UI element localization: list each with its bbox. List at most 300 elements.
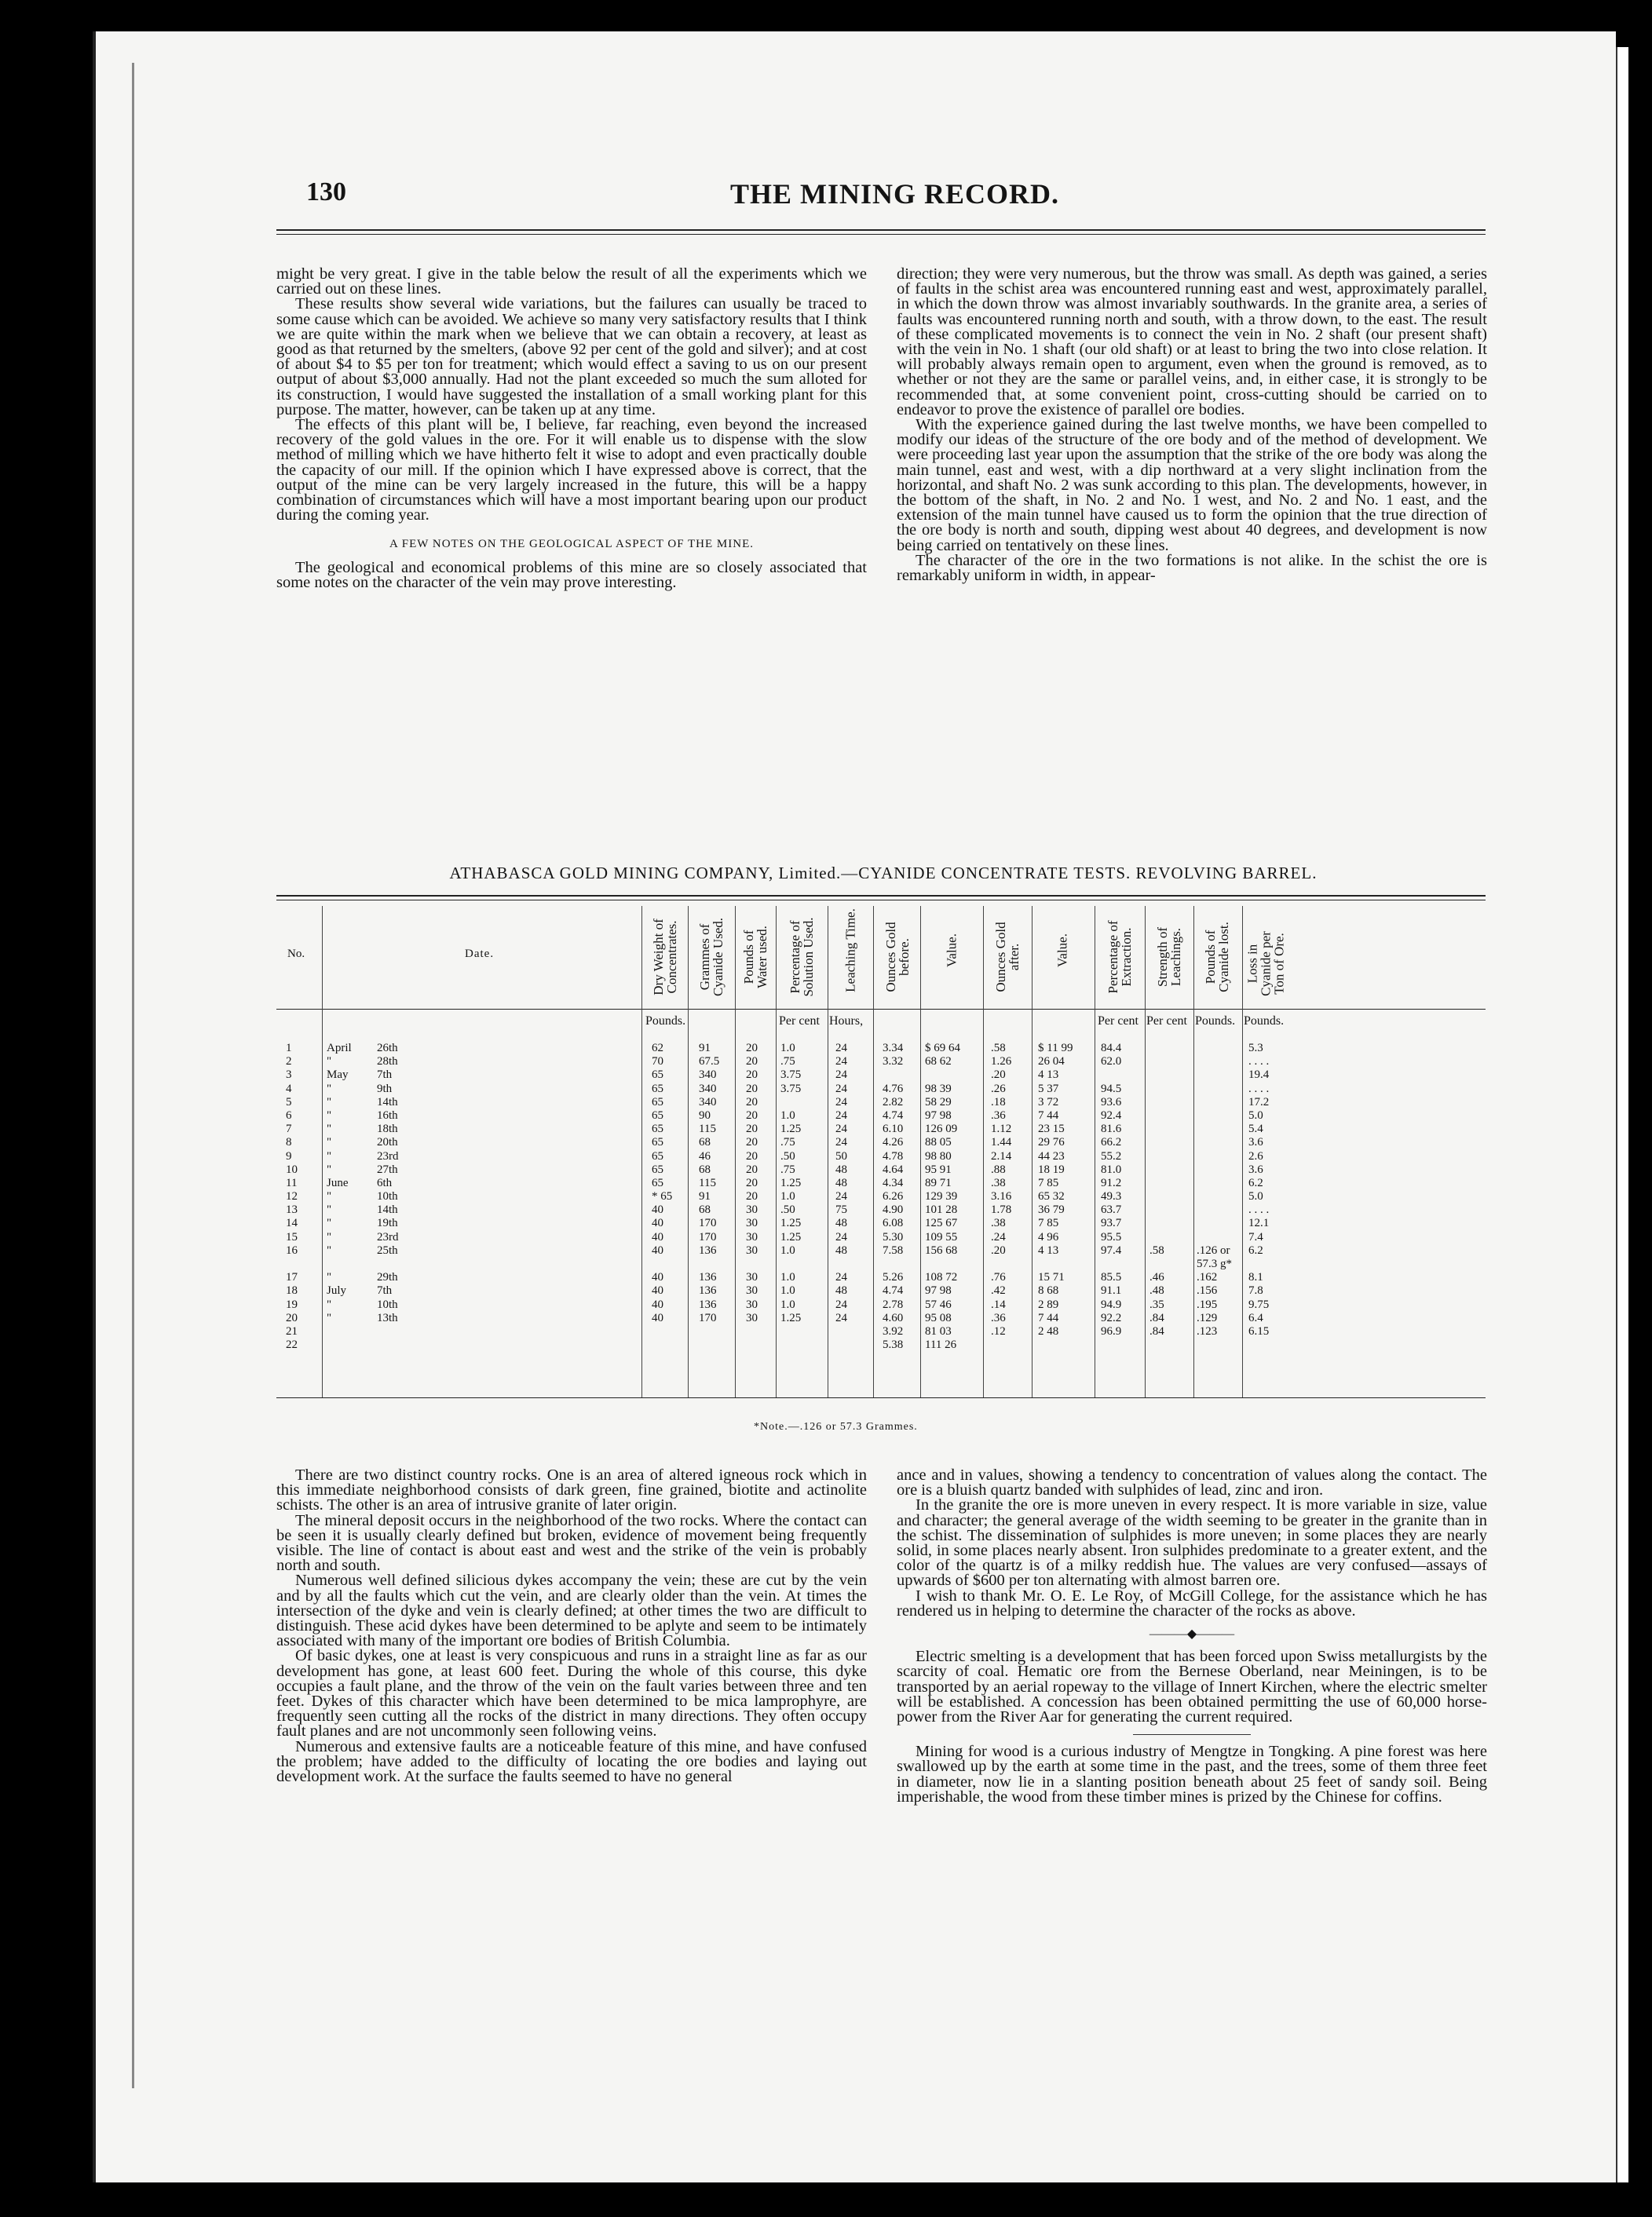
cell-ounces-before: 6.08	[883, 1217, 904, 1230]
cell-loss-per-ton: . . . .	[1248, 1082, 1270, 1095]
table-row	[276, 1244, 1486, 1258]
cell-value-after: 15 71	[1038, 1271, 1065, 1284]
cell-pct-solution: 1.0	[780, 1108, 795, 1122]
cell-grammes-cyanide: 136	[699, 1244, 717, 1257]
cell-loss-per-ton: 5.0	[1248, 1108, 1263, 1122]
header-extraction: Percentage of Extraction.	[1106, 920, 1134, 994]
cell-ounces-before: 7.58	[883, 1244, 904, 1257]
cell-value-before: $ 69 64	[925, 1042, 960, 1054]
paragraph: The effects of this plant will be, I believe, far reaching, even beyond the increased recovery of the gold values in the ore. For it will enable us to dispense with the slow method of milling which we have hitherto felt it wise to adopt and even practically double the capacity of our mill. If the opinion which I have expressed above is correct, that the output of the mine can be very largely increased in the future, this will be a happy combination of circumstances which will have a most important bearing upon our product during the coming year.	[276, 416, 867, 524]
cell-pct-extraction: 93.6	[1101, 1095, 1122, 1108]
cell-value-before: 111 26	[925, 1339, 957, 1352]
cell-grammes-cyanide: 90	[699, 1108, 711, 1122]
unit-label: Pounds.	[1195, 1014, 1236, 1028]
cell-loss-per-ton: 2.6	[1248, 1149, 1263, 1163]
cell-row-day: 19th	[377, 1217, 398, 1230]
cell-grammes-cyanide: 170	[699, 1230, 717, 1244]
cell-leaching-time: 24	[835, 1123, 847, 1136]
cell-dry-weight: 62	[652, 1042, 663, 1054]
cell-row-no: 14	[286, 1217, 298, 1230]
cell-loss-per-ton: . . . .	[1248, 1055, 1270, 1068]
cell-ounces-after: .88	[991, 1163, 1006, 1176]
cell-value-after: 2 48	[1038, 1324, 1059, 1338]
header-strength: Strength of Leachings.	[1155, 926, 1183, 988]
cell-row-month: "	[327, 1082, 332, 1095]
cell-value-before: 81 03	[925, 1324, 952, 1338]
cell-grammes-cyanide: 68	[699, 1163, 711, 1176]
paragraph: The geological and economical problems of this mine are so closely associated that some notes on the character of the vein may prove interesting.	[276, 558, 867, 591]
table-row	[276, 1042, 1486, 1055]
cell-row-no: 2	[286, 1055, 292, 1068]
cell-pct-extraction: 91.1	[1101, 1284, 1122, 1298]
cell-pct-extraction: 84.4	[1101, 1042, 1122, 1054]
cell-row-no: 21	[286, 1324, 298, 1338]
cell-grammes-cyanide: 340	[699, 1068, 717, 1082]
cell-ounces-after: 1.44	[991, 1136, 1012, 1149]
cell-ounces-after: .58	[991, 1042, 1006, 1054]
cell-ounces-after: .38	[991, 1217, 1006, 1230]
cell-row-day: 18th	[377, 1123, 398, 1136]
cell-row-no: 10	[286, 1163, 298, 1176]
cell-leaching-time: 48	[835, 1244, 847, 1257]
page-number: 130	[306, 177, 346, 206]
paragraph: The mineral deposit occurs in the neighborhood of the two rocks. Where the contact can be seen it is usually clearly defined but broken, evidence of movement being frequently visible. The line of contact is about east and west and the strike of the vein is probably north and south.	[276, 1511, 867, 1575]
cell-grammes-cyanide: 136	[699, 1298, 717, 1311]
cell-loss-per-ton: 6.2	[1248, 1244, 1263, 1257]
cell-ounces-before: 4.74	[883, 1108, 904, 1122]
cell-value-before: 88 05	[925, 1136, 952, 1149]
cell-value-before: 109 55	[925, 1230, 958, 1244]
cell-ounces-after: 1.12	[991, 1123, 1012, 1136]
cell-value-after: 5 37	[1038, 1082, 1059, 1095]
cell-row-day: 27th	[377, 1163, 398, 1176]
table-row	[276, 1190, 1486, 1203]
cell-grammes-cyanide: 170	[699, 1311, 717, 1324]
cell-pct-solution: .50	[780, 1203, 795, 1217]
cell-ounces-before: 4.78	[883, 1149, 904, 1163]
cell-row-month: "	[327, 1055, 332, 1068]
cell-value-after: 44 23	[1038, 1149, 1065, 1163]
cell-loss-per-ton: 3.6	[1248, 1163, 1263, 1176]
cell-row-no: 8	[286, 1136, 292, 1149]
cell-leaching-time: 48	[835, 1176, 847, 1189]
cell-pct-extraction: 96.9	[1101, 1324, 1122, 1338]
running-header	[306, 177, 1484, 217]
cell-pct-extraction: 91.2	[1101, 1176, 1122, 1189]
cell-pounds-water: 30	[746, 1203, 758, 1217]
cell-cyanide-lost: 57.3 g*	[1197, 1258, 1232, 1270]
cell-dry-weight: 65	[652, 1123, 663, 1136]
cell-grammes-cyanide: 68	[699, 1136, 711, 1149]
cell-value-before: 108 72	[925, 1271, 958, 1284]
cell-leaching-time: 24	[835, 1311, 847, 1324]
unit-label: Pounds.	[645, 1014, 686, 1028]
cell-cyanide-lost: .156	[1197, 1284, 1218, 1298]
table-row	[276, 1231, 1486, 1244]
cell-pounds-water: 30	[746, 1311, 758, 1324]
cell-ounces-after: 1.26	[991, 1055, 1012, 1068]
cell-ounces-after: 1.78	[991, 1203, 1012, 1217]
table-row	[276, 1312, 1486, 1325]
cell-strength: .84	[1149, 1311, 1164, 1324]
cell-pct-solution: 1.0	[780, 1190, 795, 1203]
cell-strength: .48	[1149, 1284, 1164, 1298]
cell-row-no: 15	[286, 1230, 298, 1244]
data-table	[276, 895, 1486, 1405]
cell-cyanide-lost: .162	[1197, 1271, 1218, 1284]
cell-dry-weight: 65	[652, 1163, 663, 1176]
cell-ounces-before: 6.26	[883, 1190, 904, 1203]
cell-row-no: 4	[286, 1082, 292, 1095]
cell-pct-solution: 1.0	[780, 1271, 795, 1284]
cell-grammes-cyanide: 46	[699, 1149, 711, 1163]
unit-label: Per cent	[1098, 1014, 1138, 1028]
cell-pct-solution: .75	[780, 1055, 795, 1068]
cell-pct-solution: 1.25	[780, 1217, 802, 1230]
paragraph: direction; they were very numerous, but the throw was small. As depth was gained, a series of faults in the schist area was encountered running east and west, approximately parallel, in which the down throw was almost invariably southwards. In the granite area, a series of faults was encountered running north and south, with a throw down, to the east. The result of these complicated movements is to connect the vein in No. 2 shaft (our present shaft) with the vein in No. 1 shaft (our old shaft) or at least to bring the two into close relation. It will probably always remain open to argument, even when the ground is removed, as to whether or not they are the same or parallel veins, and, in either case, it is strongly to be recommended that, at some convenient point, cross-cutting should be carried on to endeavor to prove the existence of parallel ore bodies.	[897, 265, 1487, 418]
cell-dry-weight: 65	[652, 1082, 663, 1095]
cell-loss-per-ton: 7.4	[1248, 1230, 1263, 1244]
header-ounces-before: Ounces Gold before.	[883, 922, 912, 992]
cell-row-no: 11	[286, 1176, 298, 1189]
paragraph: The character of the ore in the two formations is not alike. In the schist the ore is remarkably uniform in width, in appear-	[897, 551, 1487, 585]
cell-pct-solution: .75	[780, 1163, 795, 1176]
header-loss-per-ton: Loss in Cyanide per Ton of Ore.	[1244, 931, 1287, 996]
table-footnote: *Note.—.126 or 57.3 Grammes.	[754, 1421, 918, 1433]
cell-pct-extraction: 92.2	[1101, 1311, 1122, 1324]
table-body	[276, 1042, 1486, 1352]
cell-row-day: 28th	[377, 1055, 398, 1068]
cell-loss-per-ton: 3.6	[1248, 1136, 1263, 1149]
cell-loss-per-ton: 17.2	[1248, 1095, 1270, 1108]
cell-pounds-water: 30	[746, 1244, 758, 1257]
cell-pct-extraction: 62.0	[1101, 1055, 1122, 1068]
cell-row-day: 7th	[377, 1068, 393, 1082]
cell-value-after: 18 19	[1038, 1163, 1065, 1176]
cell-pct-solution: 1.25	[780, 1311, 802, 1324]
cell-leaching-time: 50	[835, 1149, 847, 1163]
cell-loss-per-ton: 6.15	[1248, 1324, 1270, 1338]
cell-leaching-time: 24	[835, 1095, 847, 1108]
cell-row-day: 9th	[377, 1082, 393, 1095]
cell-ounces-before: 4.60	[883, 1311, 904, 1324]
cell-pct-solution: 1.0	[780, 1284, 795, 1298]
cell-row-day: 10th	[377, 1190, 398, 1203]
cell-value-before: 98 80	[925, 1149, 952, 1163]
cell-ounces-after: .42	[991, 1284, 1006, 1298]
header-rule-thin	[276, 234, 1486, 235]
cell-value-after: 36 79	[1038, 1203, 1065, 1217]
cell-dry-weight: 40	[652, 1244, 663, 1257]
cell-row-day: 23rd	[377, 1149, 399, 1163]
cell-leaching-time: 24	[835, 1271, 847, 1284]
cell-value-before: 57 46	[925, 1298, 952, 1311]
cell-cyanide-lost: .126 or	[1197, 1244, 1230, 1257]
cell-leaching-time: 24	[835, 1190, 847, 1203]
cell-ounces-after: .36	[991, 1311, 1006, 1324]
cell-dry-weight: 70	[652, 1055, 663, 1068]
table-row	[276, 1284, 1486, 1298]
cell-ounces-before: 5.30	[883, 1230, 904, 1244]
top-right-column	[897, 267, 1487, 583]
bottom-left-column	[276, 1468, 867, 1784]
cell-value-after: 4 13	[1038, 1244, 1059, 1257]
header-percentage-solution: Percentage of Solution Used.	[788, 917, 816, 997]
cell-row-month: "	[327, 1217, 332, 1230]
cell-ounces-before: 2.78	[883, 1298, 904, 1311]
section-subheading: A FEW NOTES ON THE GEOLOGICAL ASPECT OF THE MINE.	[389, 538, 754, 551]
cell-loss-per-ton: 9.75	[1248, 1298, 1270, 1311]
cell-loss-per-ton: . . . .	[1248, 1203, 1270, 1217]
cell-pct-extraction: 95.5	[1101, 1230, 1122, 1244]
cell-row-month: "	[327, 1136, 332, 1149]
cell-pct-extraction: 81.6	[1101, 1123, 1122, 1136]
table-row	[276, 1109, 1486, 1123]
cell-row-no: 3	[286, 1068, 292, 1082]
cell-dry-weight: 65	[652, 1176, 663, 1189]
cell-dry-weight: 40	[652, 1230, 663, 1244]
cell-leaching-time: 24	[835, 1082, 847, 1095]
cell-dry-weight: 40	[652, 1203, 663, 1217]
cell-ounces-after: .20	[991, 1244, 1006, 1257]
cell-grammes-cyanide: 170	[699, 1217, 717, 1230]
cell-value-before: 126 09	[925, 1123, 958, 1136]
cell-pct-solution: 1.25	[780, 1176, 802, 1189]
cell-value-after: 7 85	[1038, 1217, 1059, 1230]
cell-pct-solution: .75	[780, 1136, 795, 1149]
cell-pounds-water: 20	[746, 1042, 758, 1054]
cell-pct-extraction: 66.2	[1101, 1136, 1122, 1149]
cell-ounces-after: 2.14	[991, 1149, 1012, 1163]
cell-row-month: "	[327, 1190, 332, 1203]
cell-row-month: April	[327, 1042, 352, 1054]
cell-row-no: 16	[286, 1244, 298, 1257]
paragraph: With the experience gained during the last twelve months, we have been compelled to modify our ideas of the structure of the ore body and of the method of development. We were proceeding last year upon the assumption that the strike of the ore body was along the main tunnel, east and west, with a dip northward at a very slight inclination from the horizontal, and shaft No. 2 was sunk according to this plan. The developments, however, in the bottom of the shaft, in No. 2 and No. 1 west, and No. 2 and No. 1 east, and the extension of the main tunnel have caused us to form the opinion that the true direction of the ore body is north and south, dipping west about 40 degrees, and development is now being carried on tentatively on these lines.	[897, 416, 1487, 554]
cell-row-no: 20	[286, 1311, 298, 1324]
paragraph: Of basic dykes, one at least is very conspicuous and runs in a straight line as far as our development has gone, at least 600 feet. During the whole of this course, this dyke occupies a fault plane, and the throw of the vein on the fault varies between three and ten feet. Dykes of this character which have been determined to be mica lamprophyre, are frequently seen cutting all the rocks of the district in many directions. They often occupy fault planes and are not uncommonly seen following veins.	[276, 1647, 867, 1740]
cell-loss-per-ton: 5.3	[1248, 1042, 1263, 1054]
cell-leaching-time: 24	[835, 1136, 847, 1149]
cell-leaching-time: 24	[835, 1068, 847, 1082]
cell-grammes-cyanide: 340	[699, 1095, 717, 1108]
cell-leaching-time: 24	[835, 1042, 847, 1054]
cell-ounces-before: 6.10	[883, 1123, 904, 1136]
cell-ounces-before: 5.26	[883, 1271, 904, 1284]
cell-row-month: "	[327, 1095, 332, 1108]
cell-pct-solution: 1.25	[780, 1230, 802, 1244]
cell-value-before: 95 08	[925, 1311, 952, 1324]
cell-strength: .46	[1149, 1271, 1164, 1284]
cell-row-month: "	[327, 1298, 332, 1311]
cell-value-after: 4 96	[1038, 1230, 1059, 1244]
cell-row-no: 13	[286, 1203, 298, 1217]
cell-pounds-water: 20	[746, 1136, 758, 1149]
cell-row-no: 18	[286, 1284, 298, 1298]
cell-ounces-before: 4.76	[883, 1082, 904, 1095]
cell-row-day: 23rd	[377, 1230, 399, 1244]
cell-ounces-before: 3.92	[883, 1324, 904, 1338]
cell-cyanide-lost: .129	[1197, 1311, 1218, 1324]
cell-pct-solution: 3.75	[780, 1068, 802, 1082]
cell-pct-solution: .50	[780, 1149, 795, 1163]
cell-loss-per-ton: 7.8	[1248, 1284, 1263, 1298]
margin-line	[132, 63, 134, 2088]
bottom-right-column	[897, 1468, 1487, 1805]
cell-ounces-before: 5.38	[883, 1339, 904, 1352]
cell-value-after: 7 85	[1038, 1176, 1059, 1189]
cell-value-before: 95 91	[925, 1163, 952, 1176]
paragraph: I wish to thank Mr. O. E. Le Roy, of McGill College, for the assistance which he has rendered us in helping to determine the character of the rocks as above.	[897, 1587, 1487, 1620]
cell-value-after: 8 68	[1038, 1284, 1059, 1298]
article-electric-smelting: Electric smelting is a development that has been forced upon Swiss metallurgists by the scarcity of coal. Hematic ore from the Bernese Oberland, near Meiningen, is to be transported by an aerial ropeway to the village of Innert Kirchen, where the electric smelter will be established. A concession has been obtained permitting the use of 60,000 horse-power from the River Aar for generating the current required.	[897, 1648, 1487, 1726]
cell-row-no: 22	[286, 1339, 298, 1352]
cell-value-before: 125 67	[925, 1217, 958, 1230]
cell-ounces-before: 3.32	[883, 1055, 904, 1068]
cell-loss-per-ton: 19.4	[1248, 1068, 1270, 1082]
cell-ounces-after: .20	[991, 1068, 1006, 1082]
cell-row-month: July	[327, 1284, 347, 1298]
cell-row-month: "	[327, 1271, 332, 1284]
cell-value-before: 129 39	[925, 1190, 958, 1203]
cell-leaching-time: 24	[835, 1108, 847, 1122]
cell-dry-weight: 40	[652, 1217, 663, 1230]
cell-pct-extraction: 81.0	[1101, 1163, 1122, 1176]
cell-row-month: "	[327, 1230, 332, 1244]
table-row	[276, 1298, 1486, 1312]
cell-pct-solution: 1.0	[780, 1244, 795, 1257]
cell-cyanide-lost: .195	[1197, 1298, 1218, 1311]
cell-row-month: May	[327, 1068, 349, 1082]
cell-grammes-cyanide: 136	[699, 1284, 717, 1298]
cell-pounds-water: 30	[746, 1284, 758, 1298]
cell-grammes-cyanide: 340	[699, 1082, 717, 1095]
table-row	[276, 1339, 1486, 1352]
cell-row-day: 10th	[377, 1298, 398, 1311]
table-row	[276, 1203, 1486, 1217]
table-row	[276, 1258, 1486, 1271]
cell-pounds-water: 20	[746, 1149, 758, 1163]
table-row	[276, 1271, 1486, 1284]
cell-ounces-after: .24	[991, 1230, 1006, 1244]
cell-leaching-time: 24	[835, 1298, 847, 1311]
cell-loss-per-ton: 6.2	[1248, 1176, 1263, 1189]
cell-grammes-cyanide: 115	[699, 1176, 716, 1189]
cell-row-day: 6th	[377, 1176, 393, 1189]
cell-loss-per-ton: 6.4	[1248, 1311, 1263, 1324]
section-ornament: ———◆———	[1149, 1627, 1235, 1642]
cell-ounces-after: .38	[991, 1176, 1006, 1189]
cell-dry-weight: * 65	[652, 1190, 673, 1203]
paragraph: These results show several wide variations, but the failures can usually be traced to some cause which can be avoided. We achieve so many very satisfactory results that I think we are quite within the mark when we believe that we can obtain a recovery, at least as good as that returned by the smelters, (above 92 per cent of the gold and silver); and at cost of about $4 to $5 per ton for treatment; which would effect a saving to us on our present output of about $3,000 annually. Had not the plant exceeded so much the sum alloted for its construction, I would have suggested the installation of a small working plant for this purpose. The matter, however, can be taken up at any time.	[276, 295, 867, 418]
header-no: No.	[287, 948, 305, 960]
table-row	[276, 1068, 1486, 1082]
cell-row-no: 7	[286, 1123, 292, 1136]
table-row	[276, 1217, 1486, 1230]
cell-cyanide-lost: .123	[1197, 1324, 1218, 1338]
table-rule	[276, 895, 1486, 897]
cell-pct-extraction: 93.7	[1101, 1217, 1122, 1230]
cell-value-after: 2 89	[1038, 1298, 1059, 1311]
cell-value-after: 3 72	[1038, 1095, 1059, 1108]
paragraph: Numerous and extensive faults are a noticeable feature of this mine, and have confused the problem; have added to the difficulty of locating the ore bodies and laying out development work. At the surface the faults seemed to have no general	[276, 1737, 867, 1786]
top-left-column	[276, 267, 867, 590]
cell-pct-solution: 3.75	[780, 1082, 802, 1095]
cell-ounces-before: 4.74	[883, 1284, 904, 1298]
cell-pounds-water: 30	[746, 1271, 758, 1284]
table-row	[276, 1136, 1486, 1149]
cell-grammes-cyanide: 68	[699, 1203, 711, 1217]
cell-row-no: 12	[286, 1190, 298, 1203]
cell-value-after: 29 76	[1038, 1136, 1065, 1149]
paragraph: In the granite the ore is more uneven in every respect. It is more variable in size, value and character; the general average of the width seeming to be greater in the granite than in the schist. The dissemination of sulphides is more uneven; in some places they are nearly solid, in some places nearly absent. Iron sulphides predominate to a greater extent, and the color of the quartz is of a milky reddish hue. The values are very confused—assays of upwards of $600 per ton alternating with almost barren ore.	[897, 1496, 1487, 1590]
table-row	[276, 1055, 1486, 1068]
cell-row-month: "	[327, 1203, 332, 1217]
cell-pct-solution: 1.25	[780, 1123, 802, 1136]
cell-row-month: "	[327, 1163, 332, 1176]
cell-value-after: 26 04	[1038, 1055, 1065, 1068]
header-pounds-water: Pounds of Water used.	[741, 926, 769, 988]
cell-grammes-cyanide: 91	[699, 1190, 711, 1203]
table-rule	[276, 1397, 1486, 1398]
cell-pct-extraction: 55.2	[1101, 1149, 1122, 1163]
paragraph: ance and in values, showing a tendency to concentration of values along the contact. The ore is a bluish quartz banded with sulphides of lead, zinc and iron.	[897, 1466, 1487, 1499]
cell-dry-weight: 65	[652, 1108, 663, 1122]
cell-pounds-water: 20	[746, 1055, 758, 1068]
cell-pounds-water: 30	[746, 1217, 758, 1230]
cell-row-no: 5	[286, 1095, 292, 1108]
cell-pct-extraction: 85.5	[1101, 1271, 1122, 1284]
cell-strength: .35	[1149, 1298, 1164, 1311]
cell-dry-weight: 40	[652, 1284, 663, 1298]
cell-pounds-water: 20	[746, 1190, 758, 1203]
cell-pounds-water: 20	[746, 1068, 758, 1082]
cell-ounces-after: .12	[991, 1324, 1006, 1338]
cell-value-before: 98 39	[925, 1082, 952, 1095]
cell-pounds-water: 20	[746, 1163, 758, 1176]
cell-value-before: 97 98	[925, 1108, 952, 1122]
cell-row-month: June	[327, 1176, 349, 1189]
cell-ounces-after: .14	[991, 1298, 1006, 1311]
cell-ounces-after: .36	[991, 1108, 1006, 1122]
cell-loss-per-ton: 8.1	[1248, 1271, 1263, 1284]
cell-ounces-after: 3.16	[991, 1190, 1012, 1203]
cell-dry-weight: 65	[652, 1136, 663, 1149]
header-date: Date.	[465, 948, 495, 960]
table-rule	[276, 1009, 1486, 1010]
cell-pct-extraction: 49.3	[1101, 1190, 1122, 1203]
paragraph: Numerous well defined silicious dykes accompany the vein; these are cut by the vein and by all the faults which cut the vein, and are clearly older than the vein. At times the intersection of the dyke and vein is clearly defined; at other times the two are difficult to distinguish. These acid dykes have been determined to be aplyte and seem to be intimately associated with many of the important ore bodies of British Columbia.	[276, 1572, 867, 1650]
header-dry-weight: Dry Weight of Concentrates.	[651, 919, 679, 995]
cell-value-before: 97 98	[925, 1284, 952, 1298]
cell-grammes-cyanide: 115	[699, 1123, 716, 1136]
table-row	[276, 1150, 1486, 1163]
cell-value-after: 23 15	[1038, 1123, 1065, 1136]
cell-loss-per-ton: 5.4	[1248, 1123, 1263, 1136]
header-value-after: Value.	[1054, 933, 1070, 967]
table-row	[276, 1123, 1486, 1136]
cell-grammes-cyanide: 67.5	[699, 1055, 720, 1068]
cell-grammes-cyanide: 136	[699, 1271, 717, 1284]
cell-leaching-time: 48	[835, 1163, 847, 1176]
binding-edge	[93, 31, 96, 2182]
unit-label: Per cent	[779, 1014, 820, 1028]
article-mining-wood: Mining for wood is a curious industry of Mengtze in Tongking. A pine forest was here swallowed up by the earth at some time in the past, and the trees, some of them three feet in diameter, now lie in a slanting position beneath about 25 feet of sandy soil. Being imperishable, the wood from these timber mines is prized by the Chinese for coffins.	[897, 1743, 1487, 1806]
header-leaching-time: Leaching Time.	[842, 908, 858, 992]
cell-row-day: 7th	[377, 1284, 393, 1298]
cell-dry-weight: 40	[652, 1271, 663, 1284]
cell-pounds-water: 20	[746, 1082, 758, 1095]
cell-row-month: "	[327, 1149, 332, 1163]
